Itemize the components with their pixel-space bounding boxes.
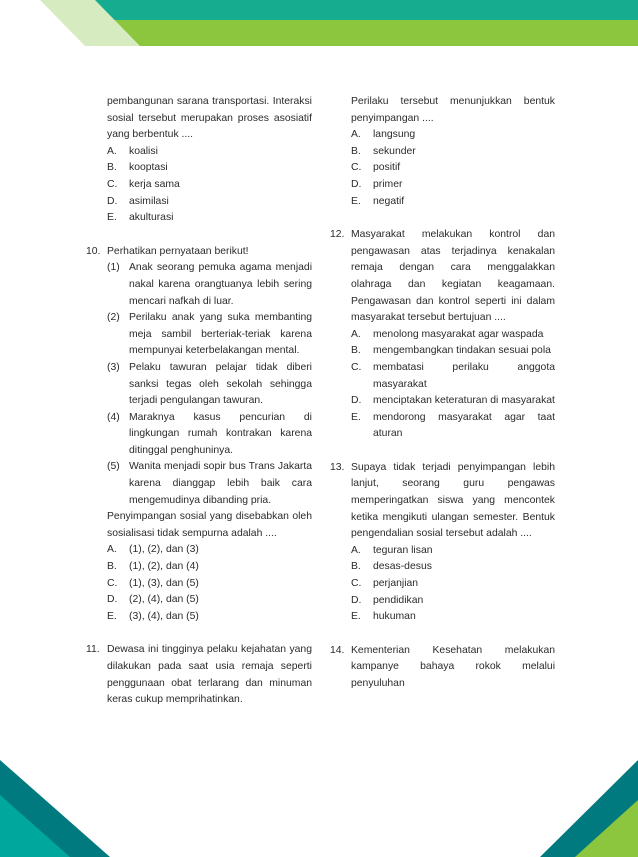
option-item: B. kooptasi xyxy=(107,162,168,174)
question-10-options xyxy=(86,542,312,625)
top-teal-band xyxy=(95,0,638,20)
option-item: A. (1), (2), dan (3) xyxy=(107,544,199,556)
statement-item: (5) Wanita menjadi sopir bus Trans Jakarta karena dianggap lebih baik cara mengemudinya dibanding pria. xyxy=(107,461,312,506)
option-item: A. langsung xyxy=(351,129,416,141)
left-column xyxy=(86,94,312,709)
option-item: D. primer xyxy=(351,178,403,190)
question-11: 11. Dewasa ini tingginya pelaku kejahatan yang dilakukan pada saat usia remaja seperti penggunaan obat terlarang dan minuman keras cukup memprihatinkan. xyxy=(86,644,312,706)
option-item: B. (1), (2), dan (4) xyxy=(107,561,199,573)
question-13-options xyxy=(330,543,555,626)
option-item: A. teguran lisan xyxy=(351,544,433,556)
option-item: D. menciptakan keteraturan di masyarakat xyxy=(351,395,555,407)
option-item: E. (3), (4), dan (5) xyxy=(107,610,199,622)
option-item: C. membatasi perilaku anggota masyarakat xyxy=(351,361,555,390)
question-14: 14. Kementerian Kesehatan melakukan kampanye bahaya rokok melalui penyuluhan xyxy=(330,644,555,689)
question-11-options xyxy=(330,127,555,210)
option-item: C. positif xyxy=(351,162,401,174)
option-item: B. sekunder xyxy=(351,145,416,157)
option-item: B. desas-desus xyxy=(351,561,432,573)
option-item: D. asimilasi xyxy=(107,195,169,207)
option-item: C. perjanjian xyxy=(351,578,419,590)
option-item: E. negatif xyxy=(351,195,405,207)
question-12: 12. Masyarakat melakukan kontrol dan pengawasan atas terjadinya kenakalan remaja dengan cara menggalakkan olahraga dan kegiatan keagamaan. Pengawasan dan kontrol seperti ini dalam masyarakat tersebut bertujuan .... xyxy=(330,229,555,324)
option-item: D. pendidikan xyxy=(351,594,424,606)
statement-item: (3) Pelaku tawuran pelajar tidak diberi sanksi tegas oleh sekolah sehingga terjadi pengulangan tawuran. xyxy=(107,361,312,407)
option-item: C. kerja sama xyxy=(107,178,180,190)
right-column xyxy=(330,94,555,693)
option-item: E. hukuman xyxy=(351,611,416,623)
question-9-options xyxy=(86,144,312,227)
option-item: E. mendorong masyarakat agar taat aturan xyxy=(351,411,555,440)
option-item: A. menolong masyarakat agar waspada xyxy=(351,328,544,340)
option-item: B. mengembangkan tindakan sesuai pola xyxy=(351,345,551,357)
question-10-prompt: Penyimpangan sosial yang disebabkan oleh sosialisasi tidak sempurna adalah .... xyxy=(107,511,312,539)
question-11-continuation: Perilaku tersebut menunjukkan bentuk penyimpangan .... xyxy=(351,96,555,124)
statement-item: (1) Anak seorang pemuka agama menjadi nakal karena orangtuanya lebih sering mencari nafkah di luar. xyxy=(107,262,312,307)
option-item: D. (2), (4), dan (5) xyxy=(107,594,199,606)
question-10: 10. Perhatikan pernyataan berikut! xyxy=(86,245,249,257)
option-item: A. koalisi xyxy=(107,145,158,157)
option-item: C. (1), (3), dan (5) xyxy=(107,577,199,589)
question-12-options xyxy=(330,327,555,443)
statement-item: (4) Maraknya kasus pencurian di lingkungan rumah kontrakan karena ditinggal penghuninya. xyxy=(107,411,312,456)
statement-item: (2) Perilaku anak yang suka membanting meja sambil berteriak-teriak karena mempunyai keterbelakangan mental. xyxy=(107,312,312,357)
question-13: 13. Supaya tidak terjadi penyimpangan lebih lanjut, seorang guru pengawas memperingatkan siswa yang mencontek ketika mengikuti ulangan semester. Bentuk pengendalian sosial tersebut adalah .... xyxy=(330,461,555,540)
option-item: E. akulturasi xyxy=(107,212,174,224)
question-9-continuation: pembangunan sarana transportasi. Interaksi sosial tersebut merupakan proses asosiatif yang berbentuk .... xyxy=(107,96,312,141)
